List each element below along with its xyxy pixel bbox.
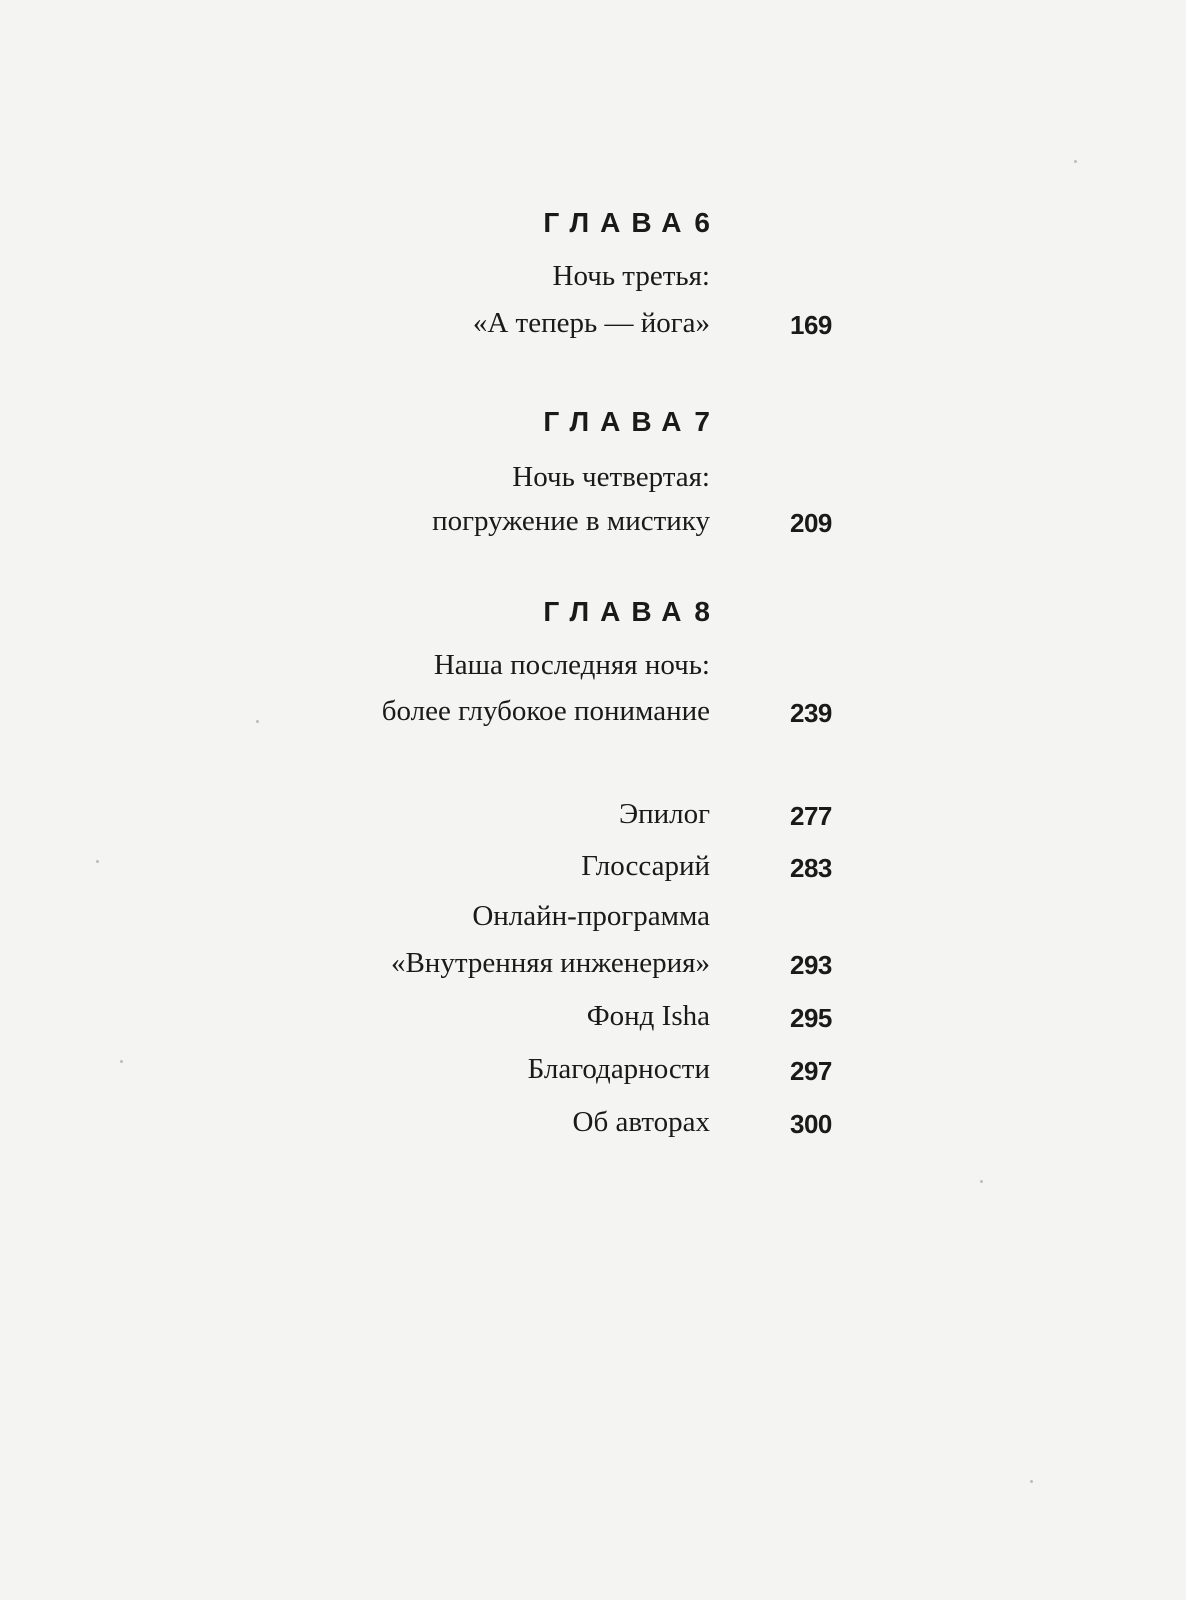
paper-speck (1030, 1480, 1033, 1483)
section-title: Глоссарий (581, 850, 710, 882)
section-title: Эпилог (618, 798, 710, 830)
chapter-title-line2: погружение в мистику (432, 505, 710, 537)
chapter-title-line2: «А теперь — йога» (472, 307, 710, 339)
chapter-heading (543, 596, 710, 628)
page-number: 169 (790, 310, 832, 340)
chapter-heading (543, 207, 710, 239)
section-title: Благодарности (527, 1053, 710, 1085)
section-title: Фонд Isha (586, 1000, 710, 1032)
page-number: 293 (790, 950, 832, 980)
page-number: 209 (790, 508, 832, 538)
page-number: 300 (790, 1109, 832, 1139)
chapter-label: ГЛАВА (543, 207, 693, 238)
paper-speck (120, 1060, 123, 1063)
chapter-label: ГЛАВА (543, 406, 693, 437)
section-title-line1: Онлайн-программа (472, 900, 710, 932)
chapter-heading (543, 406, 710, 438)
page-number: 239 (790, 698, 832, 728)
chapter-title-line2: более глубокое понимание (381, 695, 710, 727)
chapter-title-line1: Наша последняя ночь: (433, 649, 710, 681)
chapter-number: 6 (694, 207, 710, 238)
section-title: «Внутренняя инженерия» (390, 947, 710, 979)
chapter-number: 8 (694, 596, 710, 627)
paper-speck (256, 720, 259, 723)
chapter-title-line1: Ночь третья: (552, 260, 710, 292)
chapter-label: ГЛАВА (543, 596, 693, 627)
page-number: 277 (790, 801, 832, 831)
paper-speck (1074, 160, 1077, 163)
page-number: 295 (790, 1003, 832, 1033)
page-number: 297 (790, 1056, 832, 1086)
section-title: Об авторах (572, 1106, 710, 1138)
paper-speck (980, 1180, 983, 1183)
chapter-number: 7 (694, 406, 710, 437)
page-number: 283 (790, 853, 832, 883)
chapter-title-line1: Ночь четвертая: (512, 461, 710, 493)
paper-speck (96, 860, 99, 863)
